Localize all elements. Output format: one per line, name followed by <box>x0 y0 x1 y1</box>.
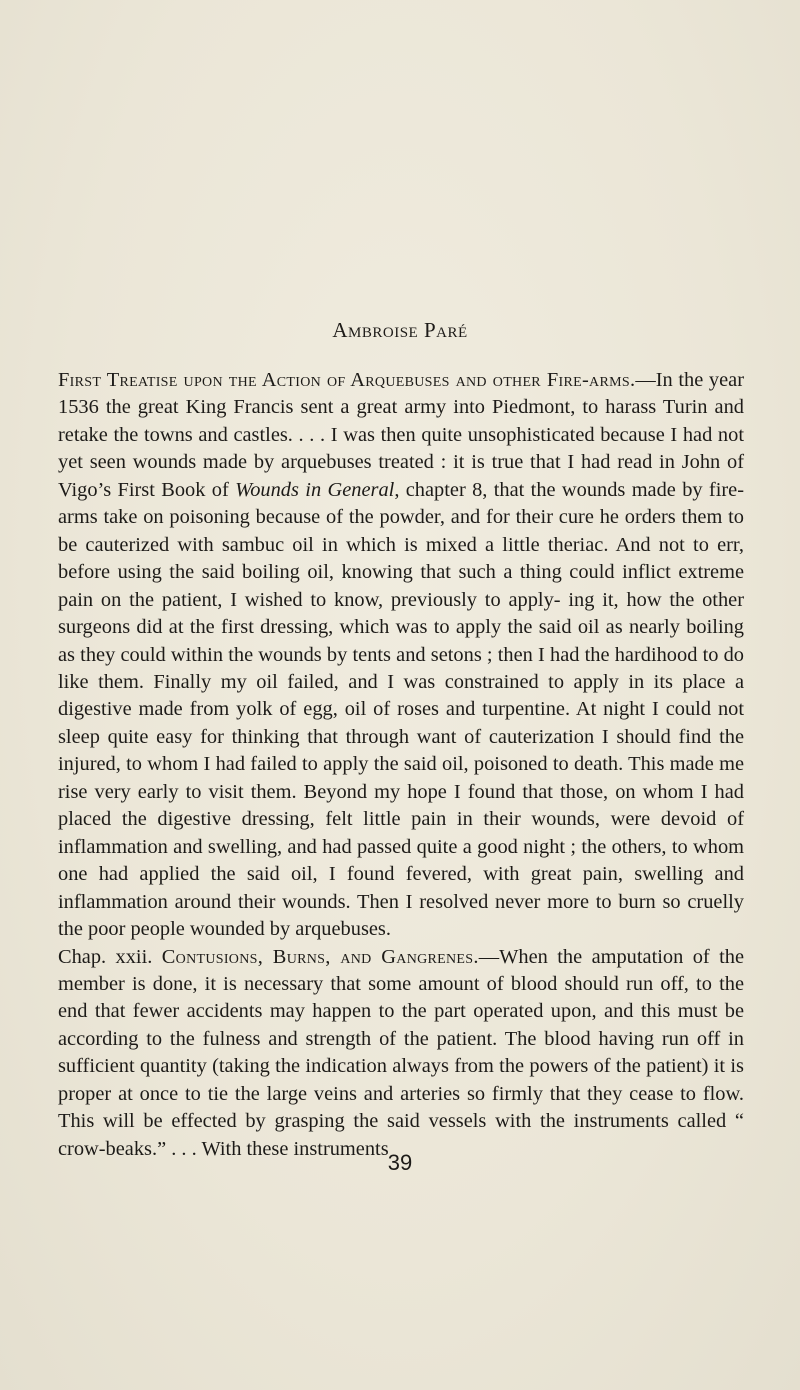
paragraph-text-part1: —In the year 1536 the great King Francis sent a great army into Piedmont, to harass Turin and retake the towns and castles. . . . I was then quite unsophisticated because I had not yet seen wounds made by arquebuses treated : it is true that I had read in John of Vigo’s First Book of <box>58 369 744 501</box>
paragraph-chapter-xxii <box>58 944 744 1164</box>
running-head: Ambroise Paré <box>332 318 468 342</box>
chapter-heading: Contusions, Burns, and Gangrenes. <box>161 945 479 968</box>
treatise-heading: First Treatise upon the Action of Arquebuses and other Fire-arms. <box>58 369 636 391</box>
chapter-text: —When the amputation of the member is done, it is necessary that some amount of blood should run off, to the end that fewer accidents may happen to the part operated upon, and this must be according to the fulness and strength of the patient. The blood having run off in sufficient quantity (taking the indication always from the powers of the patient) it is proper at once to tie the large veins and arteries so firmly that they cease to flow. This will be effected by grasping the said vessels with the instruments called “ crow-beaks.” . . . With these instruments <box>58 945 745 1160</box>
body-text <box>58 367 744 1163</box>
book-title-italic: Wounds in General <box>235 478 395 501</box>
paragraph-first-treatise <box>58 367 744 944</box>
page-number: 39 <box>387 1150 413 1175</box>
paragraph-text-part2: , chapter 8, that the wounds made by fire-arms take on poisoning because of the powder, and for their cure he orders them to be cauterized with sambuc oil in which is mixed a little theriac. And not to err, before using the said boiling oil, knowing that such a thing could inflict extreme pain on the patient, I wished to know, previously to apply- ing it, how the other surgeons did at the first dressing, which was to apply the said oil as nearly boiling as they could within the wounds by tents and setons ; then I had the hardihood to do like them. Finally my oil failed, and I was constrained to apply in its place a digestive made from yolk of egg, oil of roses and turpentine. At night I could not sleep quite easy for thinking that through want of cauterization I should find the injured, to whom I had failed to apply the said oil, poisoned to death. This made me rise very early to visit them. Beyond my hope I found that those, on whom I had placed the digestive dressing, felt little pain in their wounds, were devoid of inflammation and swelling, and had passed quite a good night ; the others, to whom one had applied the said oil, I found fevered, with great pain, swelling and inflammation around their wounds. Then I resolved never more to burn so cruelly the poor people wounded by arquebuses. <box>58 478 745 941</box>
chapter-prefix: Chap. xxii. <box>58 945 162 968</box>
